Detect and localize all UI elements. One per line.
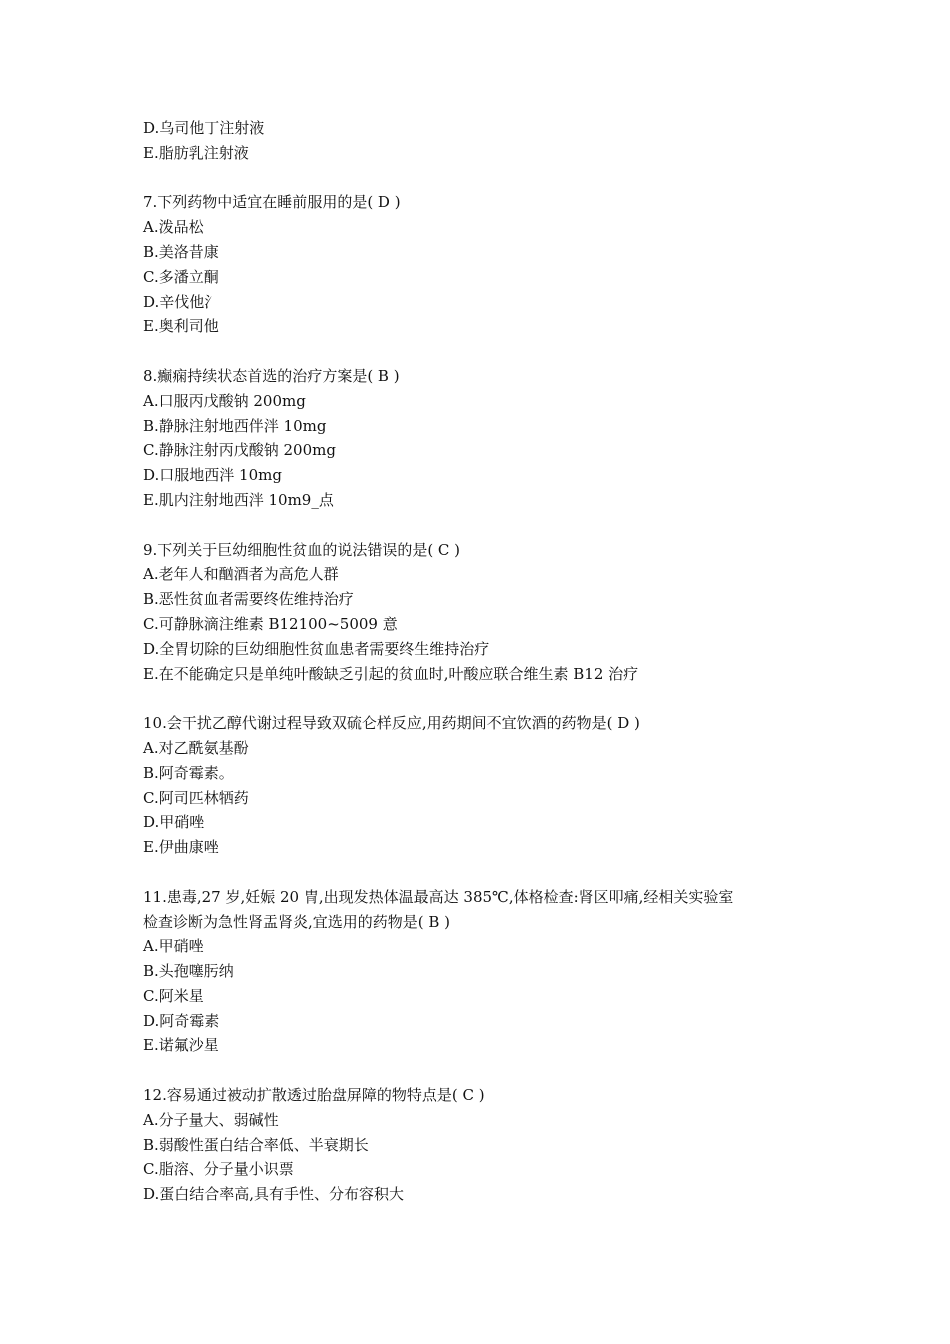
question-9 [143,538,843,687]
option-a: A.老年人和酗酒者为高危人群 [143,565,339,584]
option-d: D.乌司他丁注射液 [143,119,265,137]
option-d: D.口服地西泮 10mg [143,466,282,485]
option-b: B.头孢噻肟纳 [143,962,234,981]
question-6-continuation [143,116,843,166]
question-stem: 7.下列药物中适宜在睡前服用的是( D ) [143,193,401,212]
option-a: A.口服丙戊酸钠 200mg [143,391,306,410]
option-e: E.在不能确定只是单纯叶酸缺乏引起的贫血时,叶酸应联合维生素 B12 治疗 [143,664,639,683]
question-12 [143,1083,843,1207]
option-e: E.肌内注射地西泮 10m9_点 [143,490,334,509]
option-e: E.诺氟沙星 [143,1036,219,1055]
option-e: E.伊曲康唑 [143,838,219,857]
option-a: A.泼品松 [143,218,204,237]
option-c: C.脂溶、分子量小识票 [143,1160,294,1179]
option-c: C.阿司匹林牺药 [143,788,249,807]
option-d: D.辛伐他氵 [143,292,220,311]
option-e: E.奥利司他 [143,317,219,336]
question-stem: 10.会干扰乙醇代谢过程导致双硫仑样反应,用药期间不宜饮酒的药物是( D ) [143,714,640,733]
question-stem: 9.下列关于巨幼细胞性贫血的说法错误的是( C ) [143,540,461,559]
option-d: D.甲硝唑 [143,813,205,832]
option-b: B.静脉注射地西伴泮 10mg [143,416,327,435]
question-7 [143,190,843,339]
option-c: C.阿米星 [143,986,204,1005]
question-10 [143,711,843,860]
option-b: B.恶性贫血者需要终佐维持治疗 [143,590,354,609]
option-c: C.可静脉滴注维素 B12100~5009 意 [143,614,398,633]
option-a: A.对乙酰氨基酚 [143,738,249,757]
option-e: E.脂肪乳注射液 [143,143,249,162]
question-stem: 12.容易通过被动扩散透过胎盘屏障的物特点是( C ) [143,1086,485,1105]
option-b: B.弱酸性蛋白结合率低、半衰期长 [143,1135,369,1154]
question-11 [143,885,843,1059]
option-c: C.静脉注射丙戊酸钠 200mg [143,441,336,460]
document-page [143,116,843,1232]
question-stem-line-2: 检查诊断为急性肾盂肾炎,宜选用的药物是( B ) [143,912,451,931]
option-d: D.蛋白结合率高,具有手性、分布容积大 [143,1185,405,1204]
option-d: D.全胃切除的巨幼细胞性贫血患者需要终生维持治疗 [143,639,490,658]
option-b: B.美洛昔康 [143,242,219,261]
question-8 [143,364,843,513]
question-stem-line-1: 11.患毒,27 岁,妊娠 20 冑,出现发热体温最高达 385℃,体格检查:肾区叩痛,经相关实验室 [143,887,734,906]
option-c: C.多潘立酮 [143,267,219,286]
option-d: D.阿奇霉素 [143,1011,220,1030]
option-a: A.甲硝唑 [143,937,204,956]
option-a: A.分子量大、弱碱性 [143,1110,279,1129]
question-stem: 8.癫痫持续状态首选的治疗方案是( B ) [143,366,400,385]
option-b: B.阿奇霉素。 [143,763,234,782]
